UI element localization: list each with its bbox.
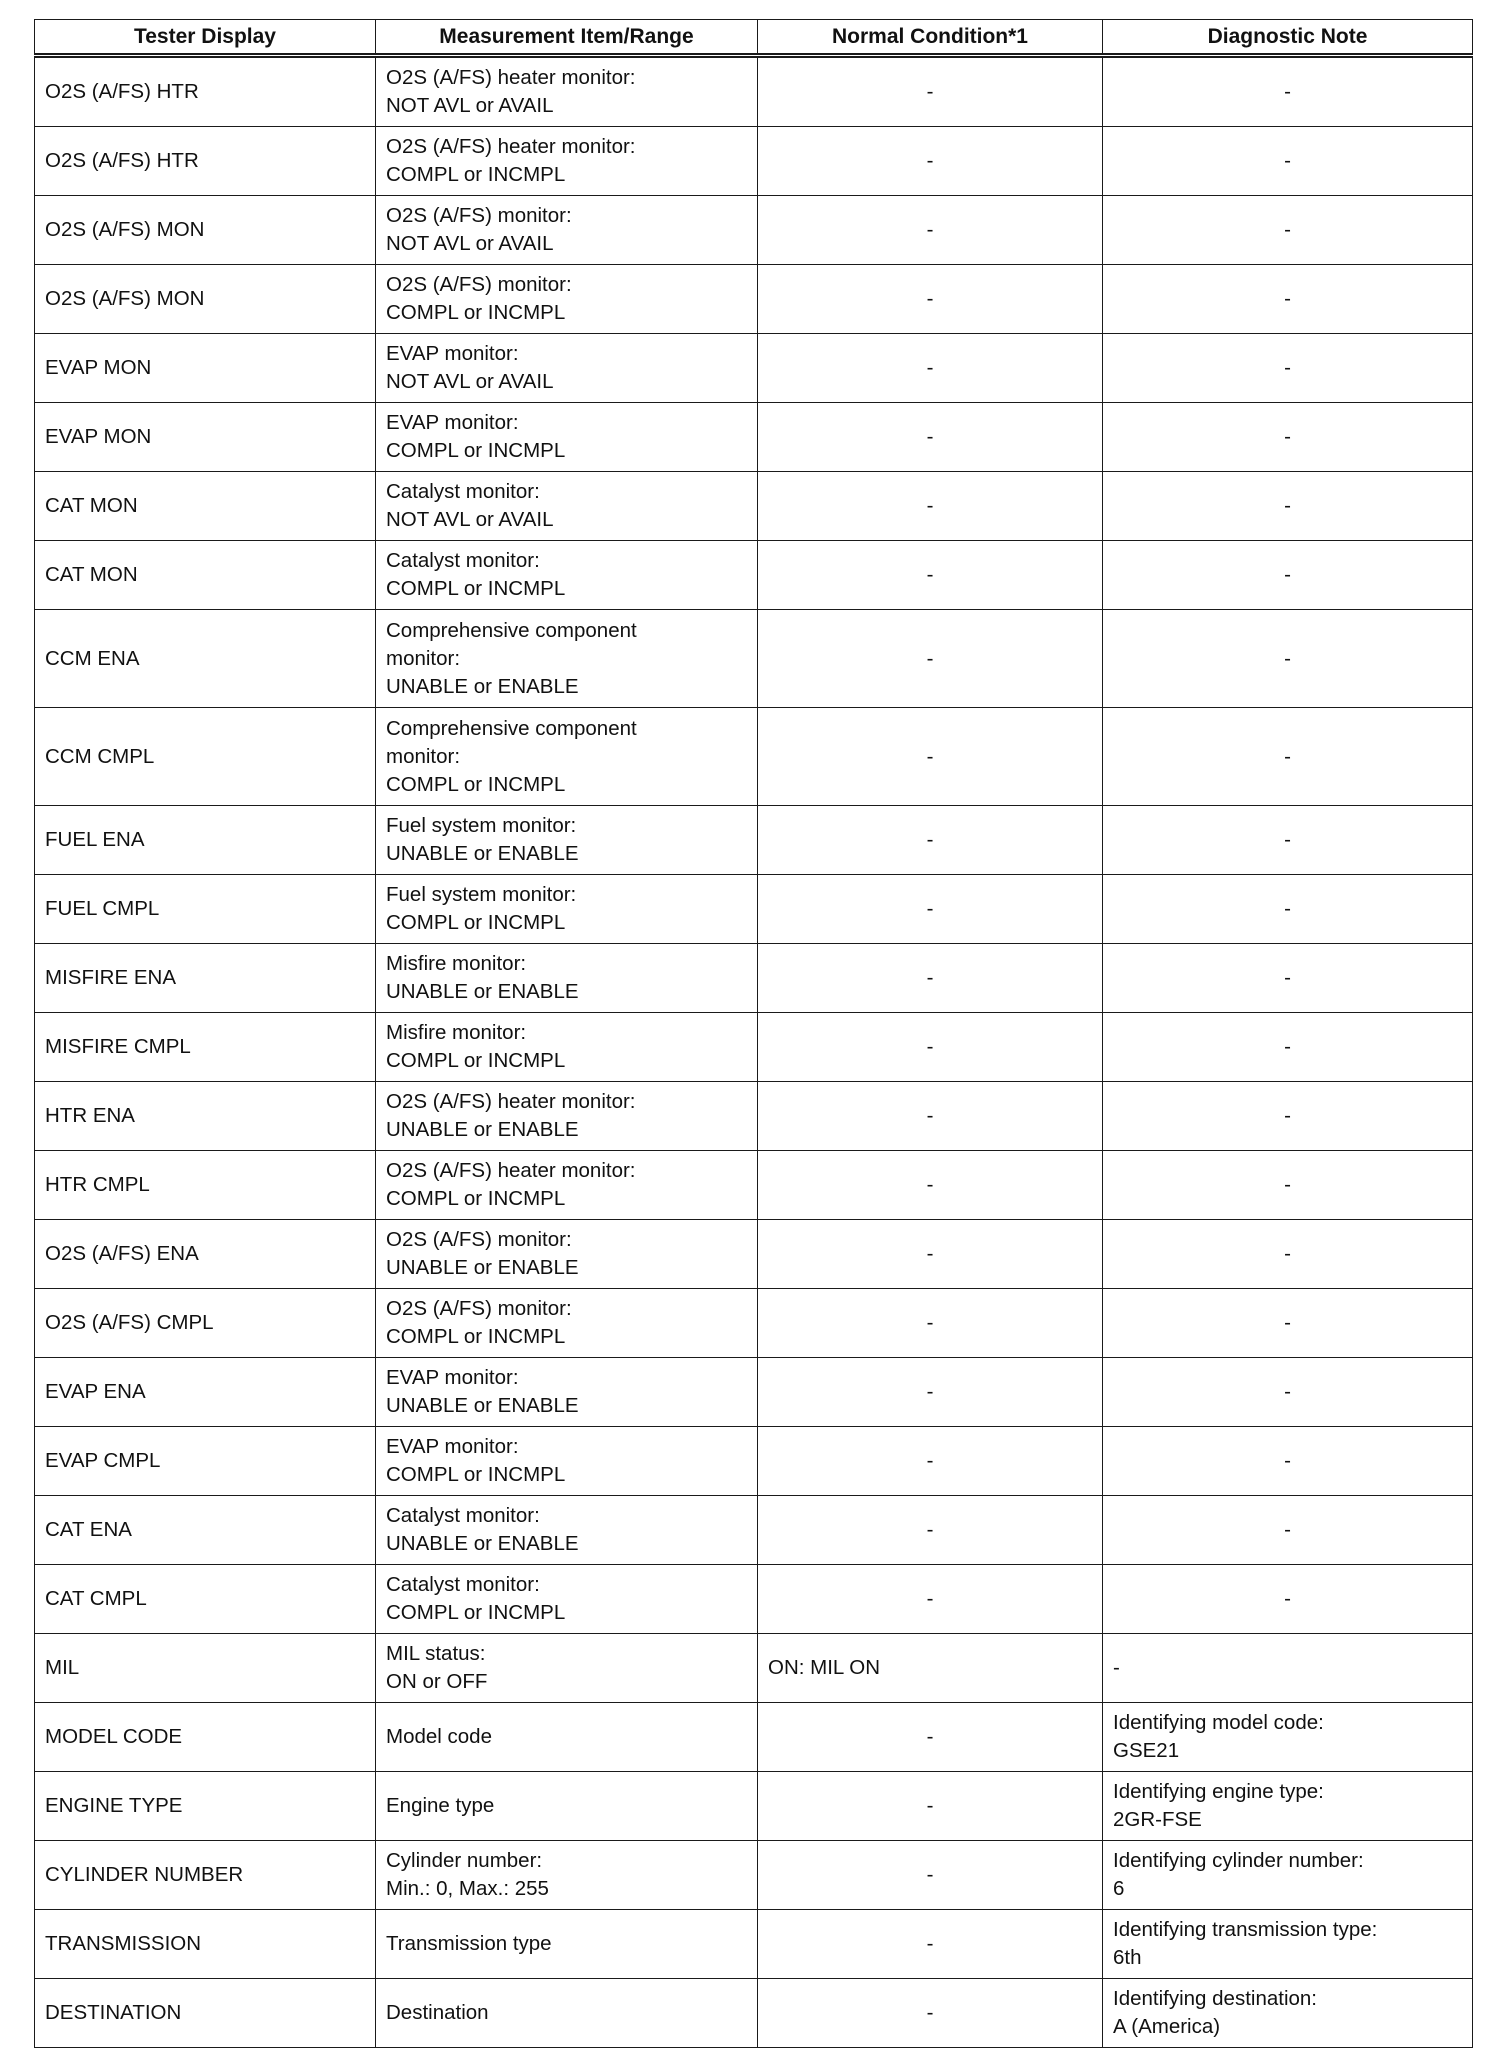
cell-diagnostic-note: - bbox=[1103, 1220, 1473, 1289]
table-row bbox=[35, 875, 1473, 944]
table-row bbox=[35, 1082, 1473, 1151]
cell-diagnostic-note: - bbox=[1103, 1151, 1473, 1220]
cell-tester-display: CCM CMPL bbox=[35, 708, 376, 806]
cell-diagnostic-note: - bbox=[1103, 403, 1473, 472]
cell-diagnostic-note: - bbox=[1103, 1289, 1473, 1358]
cell-tester-display: O2S (A/FS) ENA bbox=[35, 1220, 376, 1289]
cell-normal-condition: - bbox=[758, 1220, 1103, 1289]
cell-normal-condition: - bbox=[758, 875, 1103, 944]
cell-tester-display: HTR CMPL bbox=[35, 1151, 376, 1220]
header-diagnostic-note: Diagnostic Note bbox=[1103, 20, 1473, 56]
table-row bbox=[35, 196, 1473, 265]
cell-tester-display: CYLINDER NUMBER bbox=[35, 1841, 376, 1910]
cell-tester-display: CAT MON bbox=[35, 472, 376, 541]
cell-tester-display: CAT MON bbox=[35, 541, 376, 610]
cell-diagnostic-note: - bbox=[1103, 708, 1473, 806]
cell-tester-display: CAT CMPL bbox=[35, 1565, 376, 1634]
cell-measurement-item: Cylinder number: Min.: 0, Max.: 255 bbox=[376, 1841, 758, 1910]
cell-diagnostic-note: Identifying model code: GSE21 bbox=[1103, 1703, 1473, 1772]
table-row bbox=[35, 806, 1473, 875]
cell-normal-condition: - bbox=[758, 610, 1103, 708]
table-row bbox=[35, 403, 1473, 472]
table-row bbox=[35, 708, 1473, 806]
table-row bbox=[35, 265, 1473, 334]
cell-tester-display: TRANSMISSION bbox=[35, 1910, 376, 1979]
cell-normal-condition: - bbox=[758, 403, 1103, 472]
cell-tester-display: CAT ENA bbox=[35, 1496, 376, 1565]
cell-diagnostic-note: - bbox=[1103, 1082, 1473, 1151]
table-row bbox=[35, 1703, 1473, 1772]
cell-measurement-item: Misfire monitor: COMPL or INCMPL bbox=[376, 1013, 758, 1082]
cell-diagnostic-note: - bbox=[1103, 610, 1473, 708]
cell-tester-display: MISFIRE CMPL bbox=[35, 1013, 376, 1082]
cell-measurement-item: O2S (A/FS) monitor: UNABLE or ENABLE bbox=[376, 1220, 758, 1289]
cell-diagnostic-note: Identifying cylinder number: 6 bbox=[1103, 1841, 1473, 1910]
table-row bbox=[35, 1427, 1473, 1496]
header-normal-condition: Normal Condition*1 bbox=[758, 20, 1103, 56]
cell-tester-display: EVAP ENA bbox=[35, 1358, 376, 1427]
cell-tester-display: O2S (A/FS) HTR bbox=[35, 127, 376, 196]
cell-normal-condition: - bbox=[758, 127, 1103, 196]
cell-measurement-item: Fuel system monitor: COMPL or INCMPL bbox=[376, 875, 758, 944]
cell-measurement-item: O2S (A/FS) heater monitor: NOT AVL or AVAIL bbox=[376, 56, 758, 127]
table-row bbox=[35, 1013, 1473, 1082]
data-list-table bbox=[34, 19, 1473, 2048]
table-row bbox=[35, 1910, 1473, 1979]
cell-normal-condition: - bbox=[758, 334, 1103, 403]
cell-diagnostic-note: Identifying destination: A (America) bbox=[1103, 1979, 1473, 2048]
header-measurement-item: Measurement Item/Range bbox=[376, 20, 758, 56]
table-row bbox=[35, 56, 1473, 127]
cell-diagnostic-note: - bbox=[1103, 127, 1473, 196]
table-header bbox=[35, 20, 1473, 56]
cell-normal-condition: - bbox=[758, 1979, 1103, 2048]
cell-measurement-item: EVAP monitor: COMPL or INCMPL bbox=[376, 403, 758, 472]
cell-measurement-item: O2S (A/FS) heater monitor: UNABLE or ENABLE bbox=[376, 1082, 758, 1151]
cell-tester-display: FUEL CMPL bbox=[35, 875, 376, 944]
cell-measurement-item: Catalyst monitor: COMPL or INCMPL bbox=[376, 1565, 758, 1634]
cell-diagnostic-note: - bbox=[1103, 1565, 1473, 1634]
cell-diagnostic-note: - bbox=[1103, 875, 1473, 944]
cell-measurement-item: Transmission type bbox=[376, 1910, 758, 1979]
table-row bbox=[35, 127, 1473, 196]
cell-diagnostic-note: - bbox=[1103, 196, 1473, 265]
cell-tester-display: O2S (A/FS) CMPL bbox=[35, 1289, 376, 1358]
table-row bbox=[35, 944, 1473, 1013]
cell-diagnostic-note: - bbox=[1103, 1496, 1473, 1565]
cell-normal-condition: - bbox=[758, 1427, 1103, 1496]
cell-measurement-item: Engine type bbox=[376, 1772, 758, 1841]
cell-measurement-item: O2S (A/FS) monitor: COMPL or INCMPL bbox=[376, 265, 758, 334]
cell-diagnostic-note: - bbox=[1103, 944, 1473, 1013]
cell-normal-condition: - bbox=[758, 806, 1103, 875]
cell-diagnostic-note: - bbox=[1103, 1634, 1473, 1703]
cell-measurement-item: Comprehensive component monitor: UNABLE or ENABLE bbox=[376, 610, 758, 708]
cell-normal-condition: - bbox=[758, 1496, 1103, 1565]
table-row bbox=[35, 1565, 1473, 1634]
cell-diagnostic-note: - bbox=[1103, 541, 1473, 610]
cell-measurement-item: Model code bbox=[376, 1703, 758, 1772]
cell-diagnostic-note: Identifying engine type: 2GR-FSE bbox=[1103, 1772, 1473, 1841]
cell-measurement-item: Catalyst monitor: UNABLE or ENABLE bbox=[376, 1496, 758, 1565]
cell-normal-condition: - bbox=[758, 541, 1103, 610]
table-row bbox=[35, 1358, 1473, 1427]
cell-measurement-item: O2S (A/FS) monitor: NOT AVL or AVAIL bbox=[376, 196, 758, 265]
cell-normal-condition: ON: MIL ON bbox=[758, 1634, 1103, 1703]
cell-tester-display: HTR ENA bbox=[35, 1082, 376, 1151]
cell-diagnostic-note: - bbox=[1103, 1427, 1473, 1496]
cell-normal-condition: - bbox=[758, 1910, 1103, 1979]
cell-normal-condition: - bbox=[758, 1703, 1103, 1772]
header-row bbox=[35, 20, 1473, 56]
cell-measurement-item: Misfire monitor: UNABLE or ENABLE bbox=[376, 944, 758, 1013]
cell-measurement-item: O2S (A/FS) monitor: COMPL or INCMPL bbox=[376, 1289, 758, 1358]
cell-tester-display: CCM ENA bbox=[35, 610, 376, 708]
cell-normal-condition: - bbox=[758, 1151, 1103, 1220]
table-row bbox=[35, 1151, 1473, 1220]
cell-diagnostic-note: - bbox=[1103, 806, 1473, 875]
cell-tester-display: O2S (A/FS) MON bbox=[35, 196, 376, 265]
cell-diagnostic-note: - bbox=[1103, 334, 1473, 403]
cell-tester-display: ENGINE TYPE bbox=[35, 1772, 376, 1841]
table-row bbox=[35, 1220, 1473, 1289]
cell-normal-condition: - bbox=[758, 1082, 1103, 1151]
cell-normal-condition: - bbox=[758, 1013, 1103, 1082]
table-row bbox=[35, 1772, 1473, 1841]
cell-normal-condition: - bbox=[758, 56, 1103, 127]
cell-diagnostic-note: - bbox=[1103, 1013, 1473, 1082]
cell-measurement-item: O2S (A/FS) heater monitor: COMPL or INCMPL bbox=[376, 127, 758, 196]
cell-measurement-item: MIL status: ON or OFF bbox=[376, 1634, 758, 1703]
cell-tester-display: MODEL CODE bbox=[35, 1703, 376, 1772]
cell-diagnostic-note: - bbox=[1103, 472, 1473, 541]
cell-tester-display: DESTINATION bbox=[35, 1979, 376, 2048]
header-tester-display: Tester Display bbox=[35, 20, 376, 56]
cell-tester-display: O2S (A/FS) HTR bbox=[35, 56, 376, 127]
table-row bbox=[35, 1634, 1473, 1703]
table-row bbox=[35, 1841, 1473, 1910]
cell-measurement-item: O2S (A/FS) heater monitor: COMPL or INCMPL bbox=[376, 1151, 758, 1220]
cell-measurement-item: Fuel system monitor: UNABLE or ENABLE bbox=[376, 806, 758, 875]
table-row bbox=[35, 334, 1473, 403]
cell-normal-condition: - bbox=[758, 196, 1103, 265]
cell-normal-condition: - bbox=[758, 472, 1103, 541]
cell-diagnostic-note: - bbox=[1103, 265, 1473, 334]
cell-normal-condition: - bbox=[758, 1289, 1103, 1358]
cell-normal-condition: - bbox=[758, 265, 1103, 334]
cell-tester-display: MISFIRE ENA bbox=[35, 944, 376, 1013]
cell-measurement-item: Catalyst monitor: NOT AVL or AVAIL bbox=[376, 472, 758, 541]
table-row bbox=[35, 541, 1473, 610]
cell-normal-condition: - bbox=[758, 944, 1103, 1013]
table-row bbox=[35, 472, 1473, 541]
cell-tester-display: O2S (A/FS) MON bbox=[35, 265, 376, 334]
cell-measurement-item: EVAP monitor: UNABLE or ENABLE bbox=[376, 1358, 758, 1427]
table-row bbox=[35, 1289, 1473, 1358]
cell-tester-display: EVAP MON bbox=[35, 334, 376, 403]
cell-measurement-item: EVAP monitor: NOT AVL or AVAIL bbox=[376, 334, 758, 403]
cell-normal-condition: - bbox=[758, 1772, 1103, 1841]
cell-measurement-item: Destination bbox=[376, 1979, 758, 2048]
cell-normal-condition: - bbox=[758, 708, 1103, 806]
cell-tester-display: EVAP MON bbox=[35, 403, 376, 472]
table-row bbox=[35, 1496, 1473, 1565]
cell-tester-display: EVAP CMPL bbox=[35, 1427, 376, 1496]
cell-measurement-item: EVAP monitor: COMPL or INCMPL bbox=[376, 1427, 758, 1496]
table-body bbox=[35, 56, 1473, 2048]
cell-tester-display: FUEL ENA bbox=[35, 806, 376, 875]
table-row bbox=[35, 1979, 1473, 2048]
cell-measurement-item: Catalyst monitor: COMPL or INCMPL bbox=[376, 541, 758, 610]
cell-diagnostic-note: - bbox=[1103, 1358, 1473, 1427]
cell-tester-display: MIL bbox=[35, 1634, 376, 1703]
cell-normal-condition: - bbox=[758, 1358, 1103, 1427]
cell-normal-condition: - bbox=[758, 1841, 1103, 1910]
cell-diagnostic-note: - bbox=[1103, 56, 1473, 127]
cell-normal-condition: - bbox=[758, 1565, 1103, 1634]
cell-measurement-item: Comprehensive component monitor: COMPL or INCMPL bbox=[376, 708, 758, 806]
table-row bbox=[35, 610, 1473, 708]
cell-diagnostic-note: Identifying transmission type: 6th bbox=[1103, 1910, 1473, 1979]
